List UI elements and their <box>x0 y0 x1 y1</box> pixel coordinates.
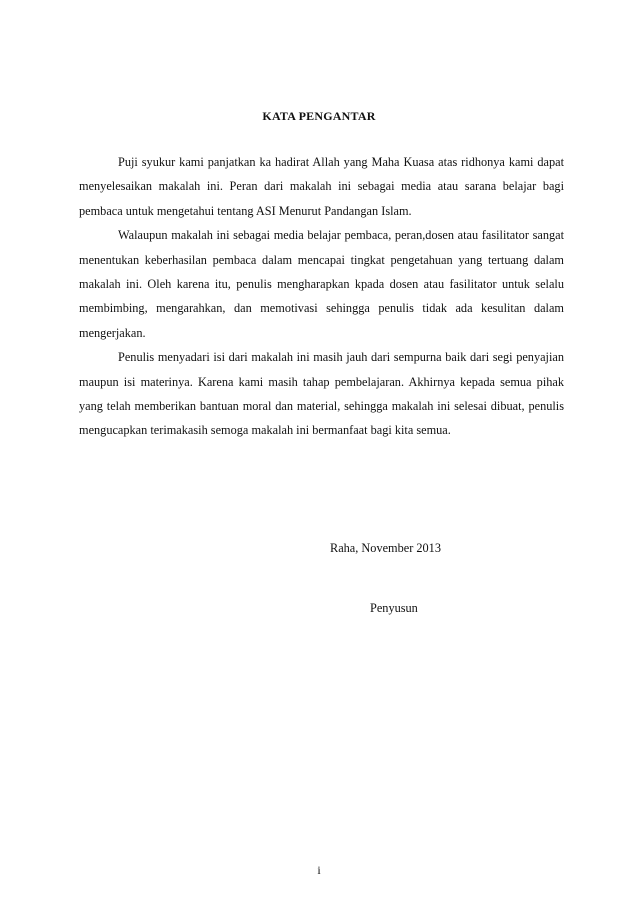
document-title: KATA PENGANTAR <box>262 109 376 123</box>
paragraph-1: Puji syukur kami panjatkan ka hadirat Allah yang Maha Kuasa atas ridhonya kami dapat menyelesaikan makalah ini. Peran dari makalah ini sebagai media atau sarana belajar bagi pembaca untuk mengetahui tentang ASI Menurut Pandangan Islam. <box>79 155 564 218</box>
closing-place-date: Raha, November 2013 <box>330 541 441 555</box>
body-text <box>79 150 564 443</box>
paragraph-3: Penulis menyadari isi dari makalah ini masih jauh dari sempurna baik dari segi penyajian maupun isi materinya. Karena kami masih tahap pembelajaran. Akhirnya kepada semua pihak yang telah memberikan bantuan moral dan material, sehingga makalah ini selesai dibuat, penulis mengucapkan terimakasih semoga makalah ini bermanfaat bagi kita semua. <box>79 350 564 438</box>
closing-role: Penyusun <box>370 601 418 615</box>
paragraph-2: Walaupun makalah ini sebagai media belajar pembaca, peran,dosen atau fasilitator sangat menentukan keberhasilan pembaca dalam mencapai tingkat pengetahuan yang tertuang dalam makalah ini. Oleh karena itu, penulis mengharapkan kpada dosen atau fasilitator untuk selalu membimbing, mengarahkan, dan memotivasi sehingga penulis tidak ada kesulitan dalam mengerjakan. <box>79 228 564 340</box>
page-number: i <box>317 863 321 877</box>
